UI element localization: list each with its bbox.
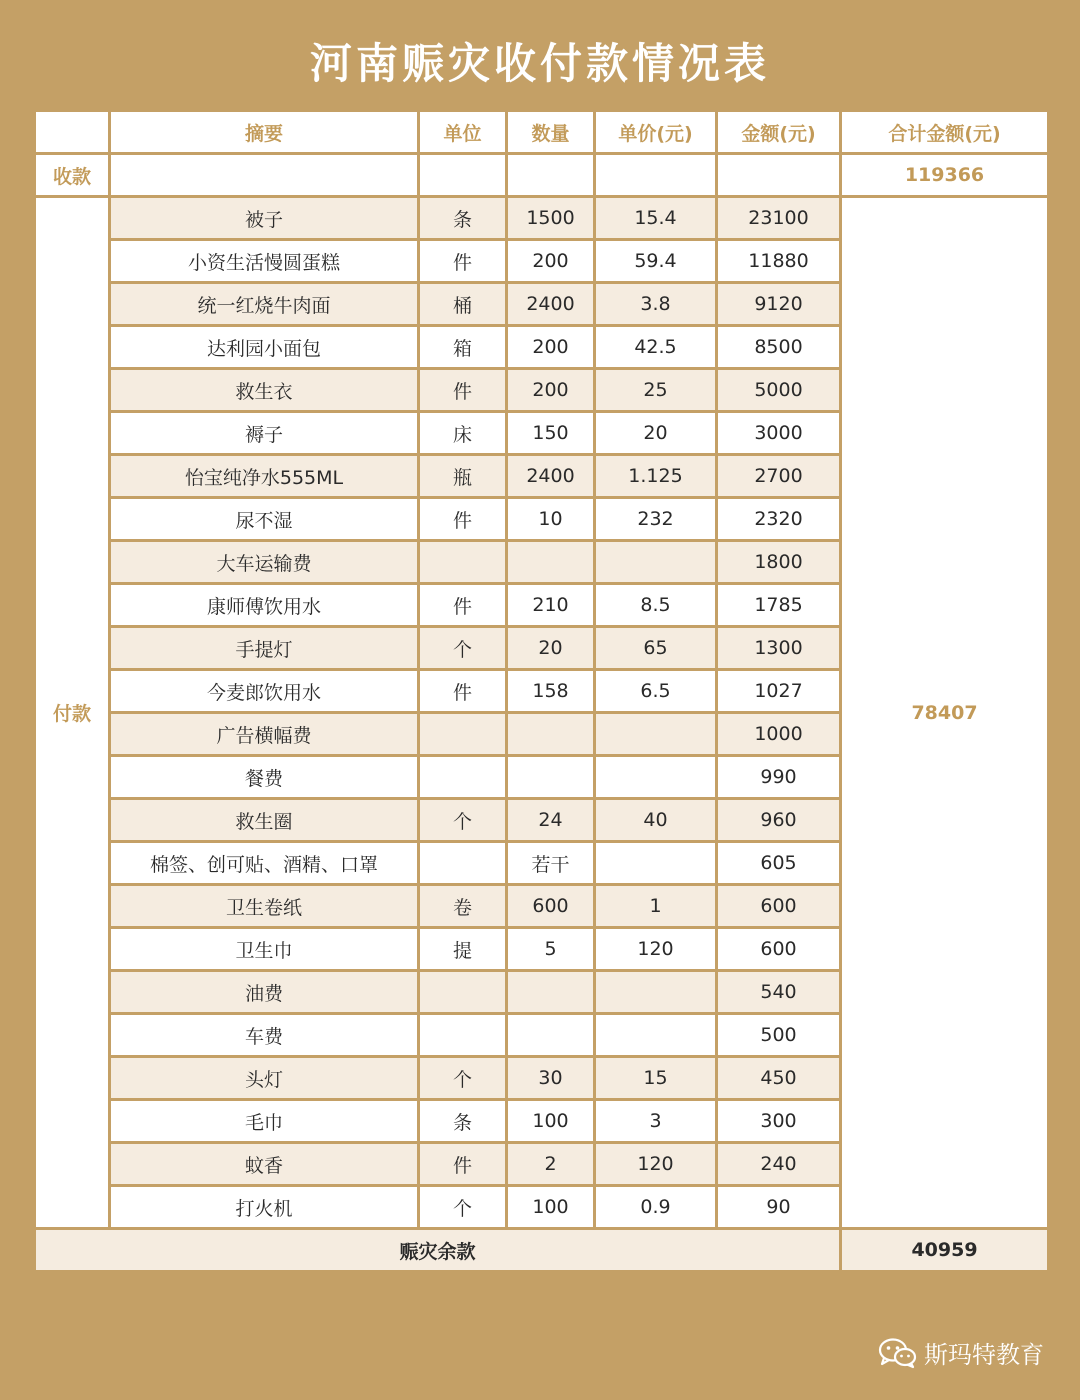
item-amount: 1027 <box>717 670 841 713</box>
item-name: 今麦郎饮用水 <box>110 670 419 713</box>
item-name: 康师傅饮用水 <box>110 584 419 627</box>
item-amount: 8500 <box>717 326 841 369</box>
item-name: 油费 <box>110 971 419 1014</box>
item-unit: 件 <box>419 670 507 713</box>
item-amount: 600 <box>717 885 841 928</box>
item-amount: 1800 <box>717 541 841 584</box>
item-amount: 960 <box>717 799 841 842</box>
header-total: 合计金额(元) <box>841 111 1049 154</box>
item-name: 小资生活慢圆蛋糕 <box>110 240 419 283</box>
item-unit: 件 <box>419 498 507 541</box>
item-amount: 500 <box>717 1014 841 1057</box>
item-qty: 2400 <box>507 283 595 326</box>
item-price: 6.5 <box>595 670 717 713</box>
item-price: 15 <box>595 1057 717 1100</box>
item-unit: 条 <box>419 197 507 240</box>
item-qty: 150 <box>507 412 595 455</box>
item-amount: 90 <box>717 1186 841 1229</box>
item-amount: 540 <box>717 971 841 1014</box>
item-price: 1 <box>595 885 717 928</box>
income-blank <box>507 154 595 197</box>
header-corner <box>35 111 110 154</box>
page-title: 河南赈灾收付款情况表 <box>309 39 770 88</box>
item-unit: 桶 <box>419 283 507 326</box>
item-unit <box>419 541 507 584</box>
item-name: 大车运输费 <box>110 541 419 584</box>
item-unit: 个 <box>419 1057 507 1100</box>
item-unit: 个 <box>419 1186 507 1229</box>
income-row <box>35 154 1049 197</box>
item-qty: 10 <box>507 498 595 541</box>
payment-label: 付款 <box>35 197 110 1229</box>
item-price: 0.9 <box>595 1186 717 1229</box>
item-qty: 24 <box>507 799 595 842</box>
item-amount: 1000 <box>717 713 841 756</box>
header-summary: 摘要 <box>110 111 419 154</box>
item-amount: 600 <box>717 928 841 971</box>
item-price: 1.125 <box>595 455 717 498</box>
item-price <box>595 541 717 584</box>
item-qty: 2400 <box>507 455 595 498</box>
item-unit: 卷 <box>419 885 507 928</box>
payment-row <box>35 197 1049 240</box>
item-unit: 床 <box>419 412 507 455</box>
item-unit <box>419 1014 507 1057</box>
income-blank <box>717 154 841 197</box>
item-unit: 个 <box>419 627 507 670</box>
item-unit: 瓶 <box>419 455 507 498</box>
item-amount: 300 <box>717 1100 841 1143</box>
item-amount: 2320 <box>717 498 841 541</box>
item-amount: 1785 <box>717 584 841 627</box>
item-price <box>595 1014 717 1057</box>
item-qty: 210 <box>507 584 595 627</box>
item-qty <box>507 971 595 1014</box>
item-price: 8.5 <box>595 584 717 627</box>
income-total: 119366 <box>841 154 1049 197</box>
item-name: 广告横幅费 <box>110 713 419 756</box>
item-price: 20 <box>595 412 717 455</box>
income-blank <box>110 154 419 197</box>
item-name: 尿不湿 <box>110 498 419 541</box>
item-qty: 若干 <box>507 842 595 885</box>
income-blank <box>595 154 717 197</box>
wechat-icon <box>878 1337 918 1369</box>
item-price: 120 <box>595 1143 717 1186</box>
item-unit <box>419 713 507 756</box>
item-price <box>595 756 717 799</box>
item-qty: 5 <box>507 928 595 971</box>
header-amount: 金额(元) <box>717 111 841 154</box>
item-price: 40 <box>595 799 717 842</box>
item-unit <box>419 756 507 799</box>
item-amount: 9120 <box>717 283 841 326</box>
balance-label: 赈灾余款 <box>35 1229 841 1272</box>
item-unit <box>419 842 507 885</box>
header-price: 单价(元) <box>595 111 717 154</box>
item-qty: 20 <box>507 627 595 670</box>
item-unit <box>419 971 507 1014</box>
item-name: 餐费 <box>110 756 419 799</box>
item-unit: 提 <box>419 928 507 971</box>
item-qty: 200 <box>507 369 595 412</box>
item-name: 蚊香 <box>110 1143 419 1186</box>
item-name: 怡宝纯净水555ML <box>110 455 419 498</box>
item-qty: 30 <box>507 1057 595 1100</box>
item-price: 3.8 <box>595 283 717 326</box>
item-unit: 件 <box>419 1143 507 1186</box>
item-qty: 1500 <box>507 197 595 240</box>
item-name: 被子 <box>110 197 419 240</box>
item-qty: 158 <box>507 670 595 713</box>
item-amount: 2700 <box>717 455 841 498</box>
item-price <box>595 713 717 756</box>
item-qty <box>507 756 595 799</box>
item-amount: 23100 <box>717 197 841 240</box>
balance-value: 40959 <box>841 1229 1049 1272</box>
item-unit: 件 <box>419 369 507 412</box>
item-unit: 条 <box>419 1100 507 1143</box>
item-amount: 605 <box>717 842 841 885</box>
item-amount: 11880 <box>717 240 841 283</box>
item-name: 褥子 <box>110 412 419 455</box>
item-amount: 240 <box>717 1143 841 1186</box>
item-price: 120 <box>595 928 717 971</box>
watermark <box>878 1335 1044 1370</box>
item-price: 25 <box>595 369 717 412</box>
item-name: 救生衣 <box>110 369 419 412</box>
item-qty <box>507 541 595 584</box>
item-name: 卫生卷纸 <box>110 885 419 928</box>
item-price <box>595 842 717 885</box>
item-amount: 990 <box>717 756 841 799</box>
item-qty <box>507 713 595 756</box>
item-price: 42.5 <box>595 326 717 369</box>
payment-total: 78407 <box>841 197 1049 1229</box>
item-name: 手提灯 <box>110 627 419 670</box>
donation-table <box>33 109 1050 1273</box>
header-qty: 数量 <box>507 111 595 154</box>
item-amount: 3000 <box>717 412 841 455</box>
balance-row <box>35 1229 1049 1272</box>
watermark-text: 斯玛特教育 <box>924 1341 1044 1369</box>
item-qty: 100 <box>507 1100 595 1143</box>
item-name: 棉签、创可贴、酒精、口罩 <box>110 842 419 885</box>
item-unit: 件 <box>419 584 507 627</box>
item-name: 头灯 <box>110 1057 419 1100</box>
income-blank <box>419 154 507 197</box>
item-unit: 件 <box>419 240 507 283</box>
item-name: 车费 <box>110 1014 419 1057</box>
item-unit: 箱 <box>419 326 507 369</box>
item-name: 达利园小面包 <box>110 326 419 369</box>
item-qty: 200 <box>507 326 595 369</box>
header-unit: 单位 <box>419 111 507 154</box>
item-qty: 200 <box>507 240 595 283</box>
item-name: 打火机 <box>110 1186 419 1229</box>
header-row <box>35 111 1049 154</box>
item-unit: 个 <box>419 799 507 842</box>
item-amount: 1300 <box>717 627 841 670</box>
item-name: 毛巾 <box>110 1100 419 1143</box>
item-price: 232 <box>595 498 717 541</box>
item-qty: 600 <box>507 885 595 928</box>
item-name: 统一红烧牛肉面 <box>110 283 419 326</box>
item-price: 15.4 <box>595 197 717 240</box>
item-amount: 5000 <box>717 369 841 412</box>
item-name: 救生圈 <box>110 799 419 842</box>
item-qty: 100 <box>507 1186 595 1229</box>
item-price: 65 <box>595 627 717 670</box>
item-price <box>595 971 717 1014</box>
item-qty: 2 <box>507 1143 595 1186</box>
item-qty <box>507 1014 595 1057</box>
item-name: 卫生巾 <box>110 928 419 971</box>
item-price: 3 <box>595 1100 717 1143</box>
item-amount: 450 <box>717 1057 841 1100</box>
income-label: 收款 <box>35 154 110 197</box>
item-price: 59.4 <box>595 240 717 283</box>
